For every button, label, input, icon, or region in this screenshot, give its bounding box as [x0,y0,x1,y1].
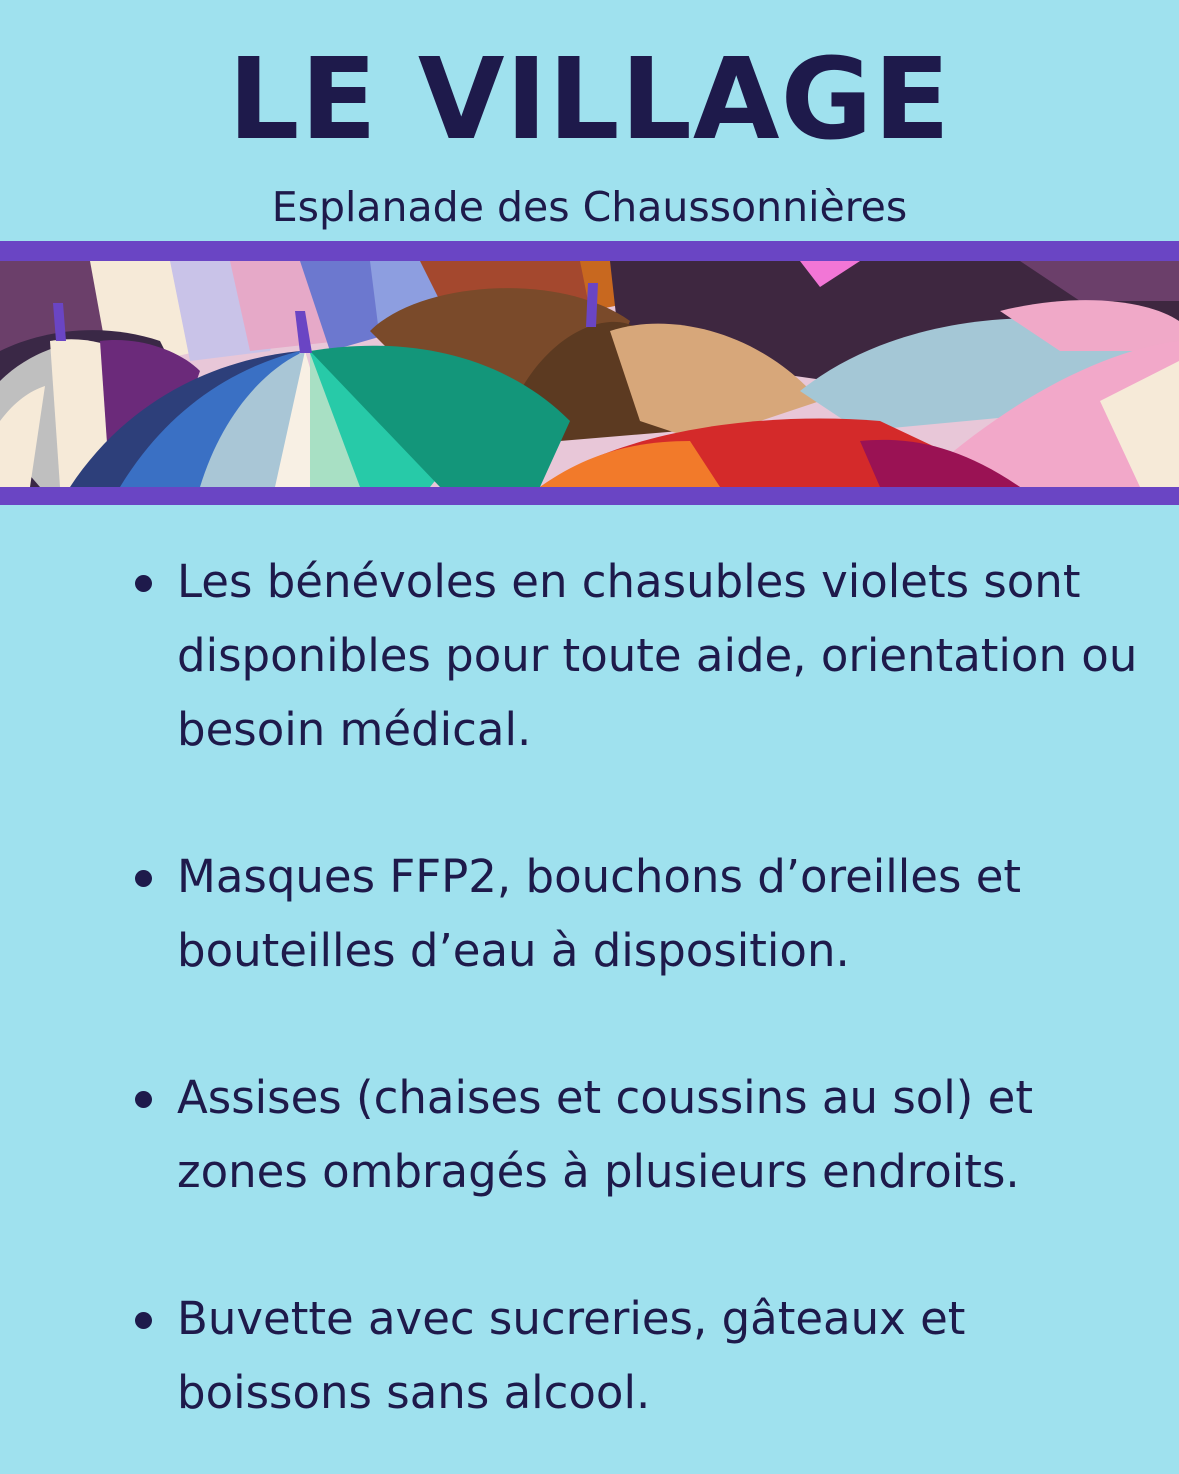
umbrellas-icon [0,261,1179,487]
list-item-text: Les bénévoles en chasubles violets sont disponibles pour toute aide, orientation ou besoin médical. [177,555,1138,756]
list-item-text: Masques FFP2, bouchons d’oreilles et bouteilles d’eau à disposition. [177,850,1022,977]
info-list [0,545,1179,1474]
list-item-text: Buvette avec sucreries, gâteaux et boissons sans alcool. [177,1292,966,1419]
bullet-icon [135,870,152,887]
list-item [0,1282,1179,1430]
list-item-text: Assises (chaises et coussins au sol) et zones ombragés à plusieurs endroits. [177,1071,1033,1198]
list-item [0,545,1179,767]
bullet-icon [135,575,152,592]
bullet-icon [135,1312,152,1329]
umbrellas-banner [0,241,1179,505]
list-item [0,840,1179,988]
page-subtitle: Esplanade des Chaussonnières [271,183,908,231]
list-item [0,1061,1179,1209]
page-title: LE VILLAGE [227,35,952,165]
bullet-icon [135,1091,152,1108]
